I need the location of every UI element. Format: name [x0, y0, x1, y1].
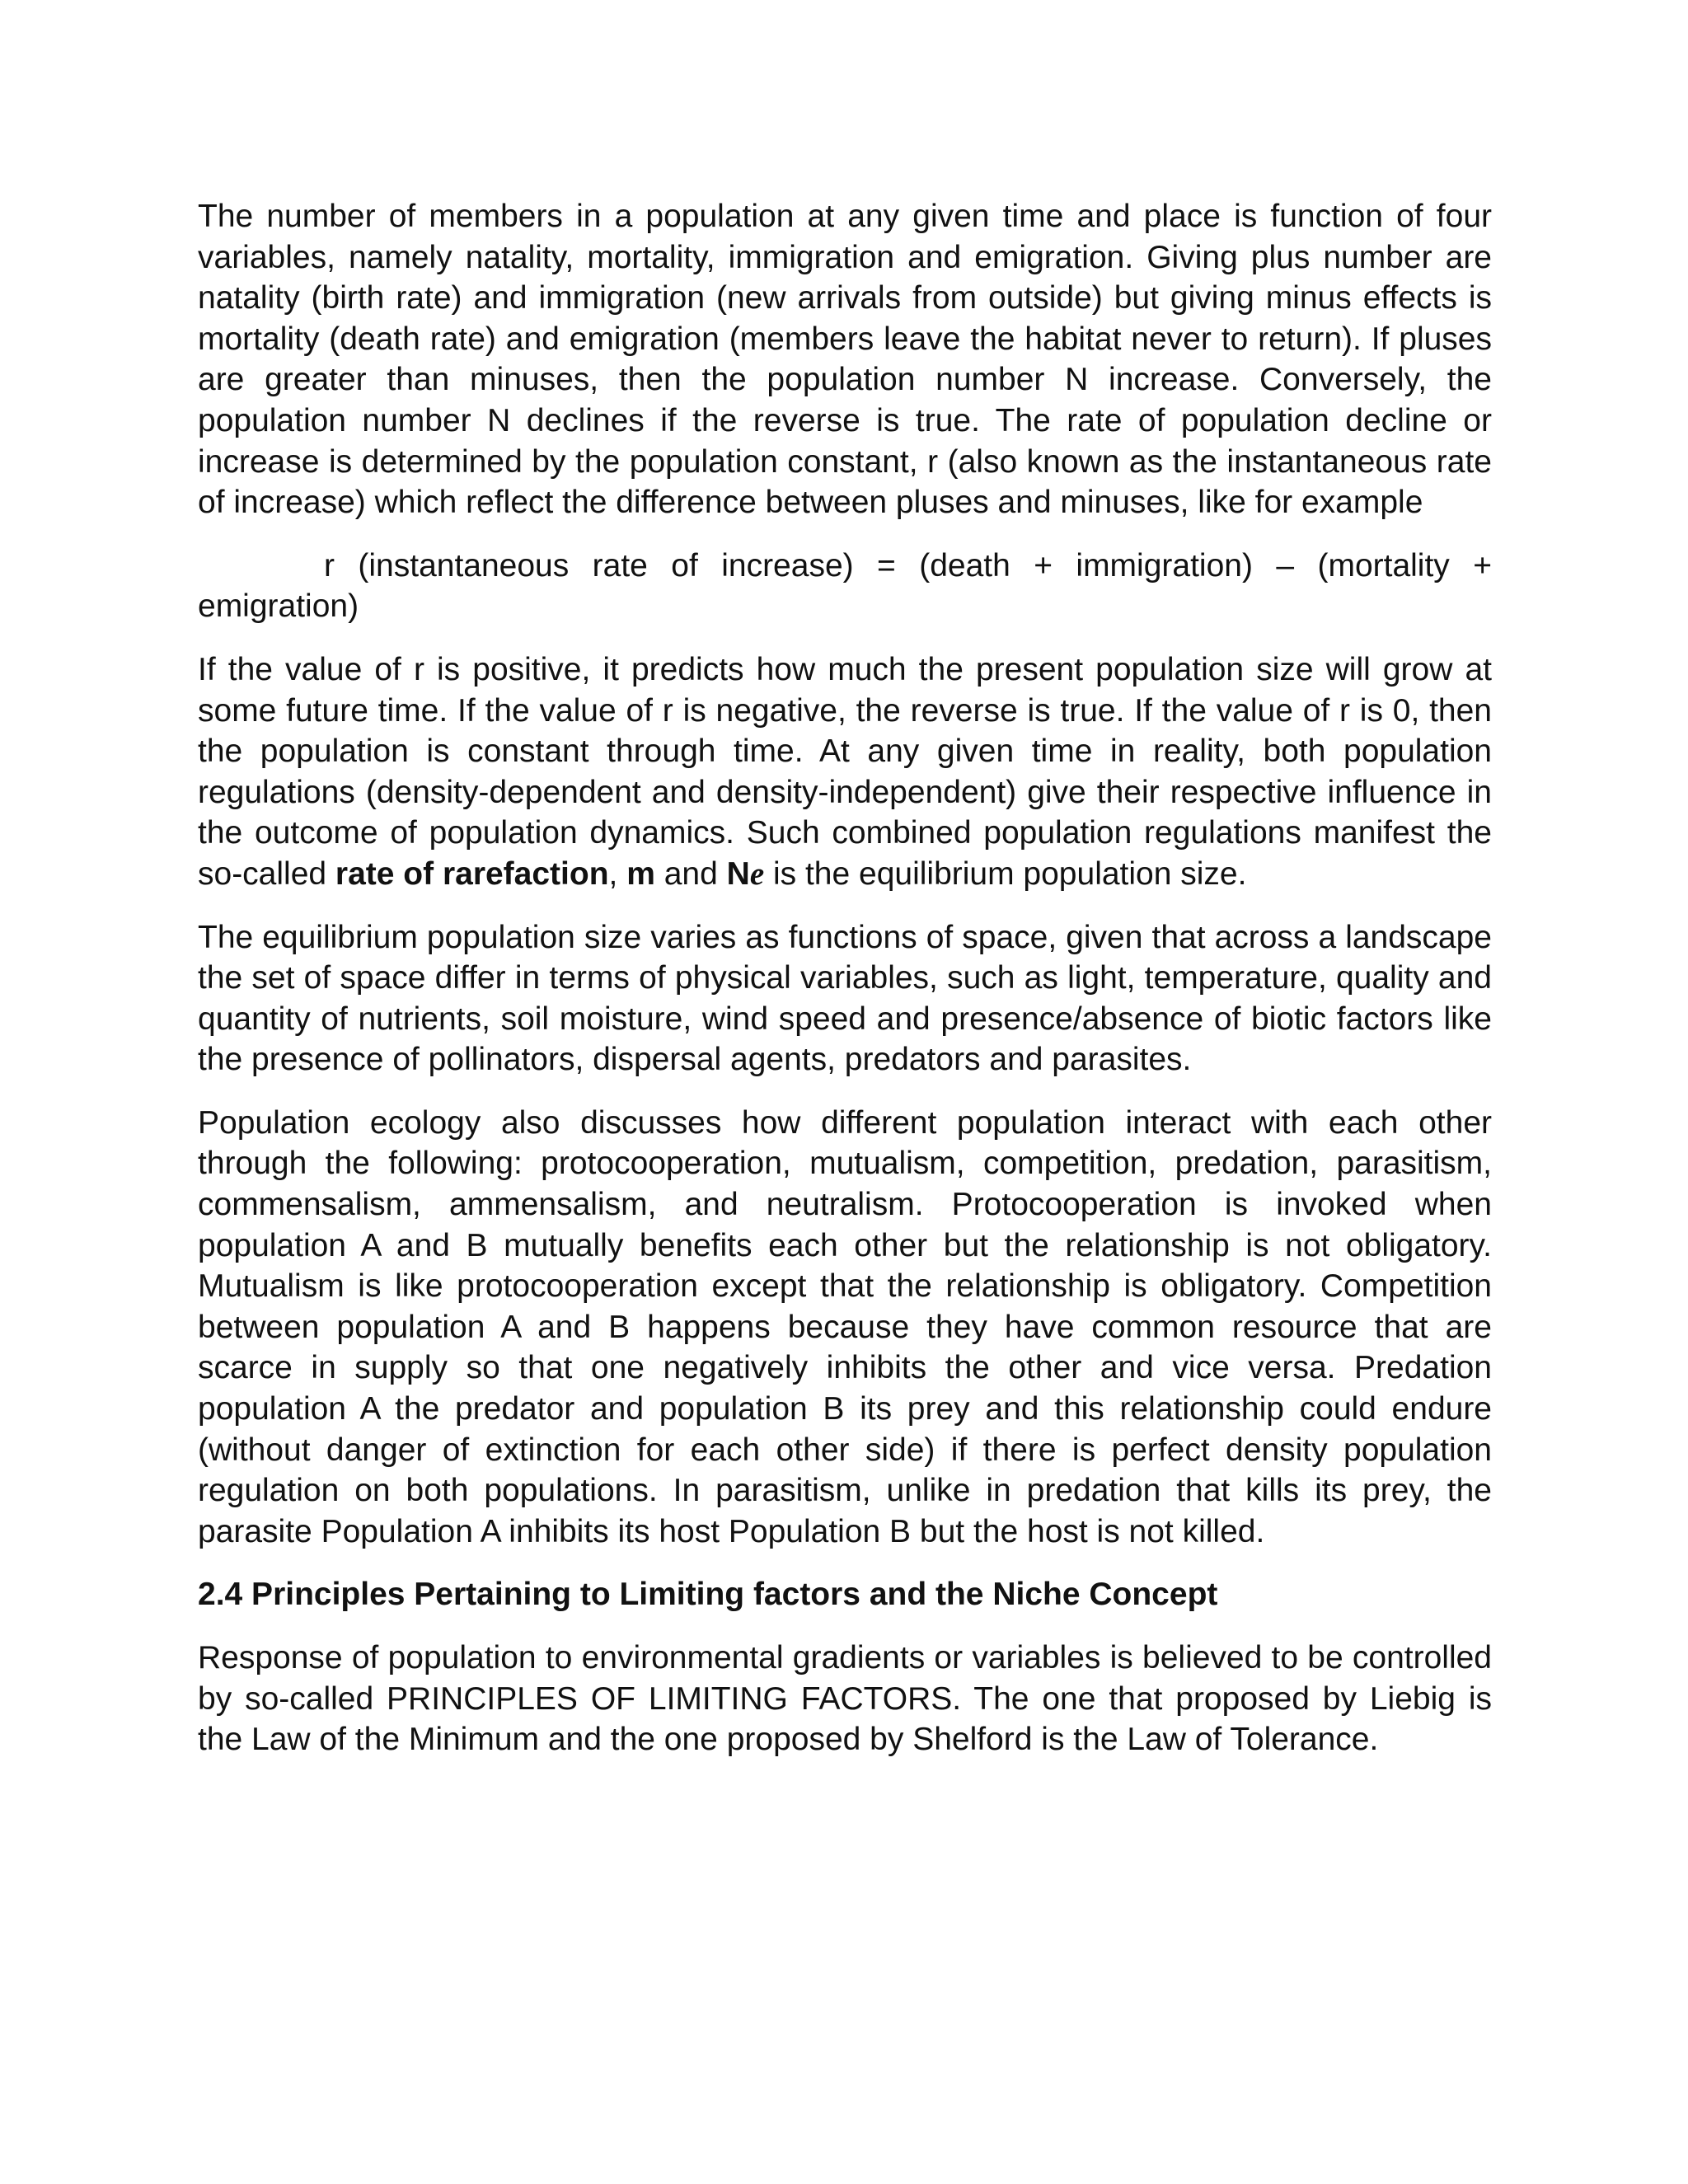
term-ne: N — [726, 855, 750, 892]
text-segment: If the value of r is positive, it predicts how much the present population size will grow at some future time. If the value of r is negative, the reverse is true. If the value of r is 0, then the population is constant through time. At any given time in reality, both population regulations (density-dependent and density-independent) give their respective influence in the outcome of population dynamics. Such combined population regulations manifest the so-called — [198, 651, 1492, 892]
term-rate-of-rarefaction: rate of rarefaction — [335, 855, 609, 892]
term-m: m — [626, 855, 655, 892]
section-heading: 2.4 Principles Pertaining to Limiting factors and the Niche Concept — [198, 1577, 1218, 1613]
text-segment: , — [608, 855, 627, 892]
paragraph-limiting-factors: Response of population to environmental gradients or variables is believed to be controlled by so-called PRINCIPLES OF LIMITING FACTORS. The one that proposed by Liebig is the Law of the Minimum and the one proposed by Shelford is the Law of Tolerance. — [198, 1640, 1492, 1758]
text-segment: is the equilibrium population size. — [764, 855, 1247, 892]
paragraph-equilibrium-size: The equilibrium population size varies as functions of space, given that across a landscape the set of space differ in terms of physical variables, such as light, temperature, quality and quantity of nutrients, soil moisture, wind speed and presence/absence of biotic factors like the presence of pollinators, dispersal agents, predators and parasites. — [198, 919, 1492, 1078]
text-segment: and — [654, 855, 727, 892]
term-ne-subscript: e — [749, 855, 765, 892]
paragraph-value-of-r — [198, 649, 1492, 895]
document-page — [198, 196, 1492, 1783]
paragraph-population-interactions: Population ecology also discusses how different population interact with each other through the following: protocooperation, mutualism, competition, predation, parasitism, commensalism, ammensalism, and neutralism. Protocooperation is invoked when population A and B mutually benefits each other but the relationship is not obligatory. Mutualism is like protocooperation except that the relationship is obligatory. Competition between population A and B happens because they have common resource that are scarce in supply so that one negatively inhibits the other and vice versa. Predation population A the predator and population B its prey and this relationship could endure (without danger of extinction for each other side) if there is perfect density population regulation on both populations. In parasitism, unlike in predation that kills its prey, the parasite Population A inhibits its host Population B but the host is not killed. — [198, 1104, 1492, 1549]
formula-rate-of-increase: r (instantaneous rate of increase) = (death + immigration) – (mortality + emigration) — [198, 547, 1492, 625]
paragraph-population-variables: The number of members in a population at any given time and place is function of four variables, namely natality, mortality, immigration and emigration. Giving plus number are natality (birth rate) and immigration (new arrivals from outside) but giving minus effects is mortality (death rate) and emigration (members leave the habitat never to return). If pluses are greater than minuses, then the population number N increase. Conversely, the population number N declines if the reverse is true. The rate of population decline or increase is determined by the population constant, r (also known as the instantaneous rate of increase) which reflect the difference between pluses and minuses, like for example — [198, 199, 1492, 521]
